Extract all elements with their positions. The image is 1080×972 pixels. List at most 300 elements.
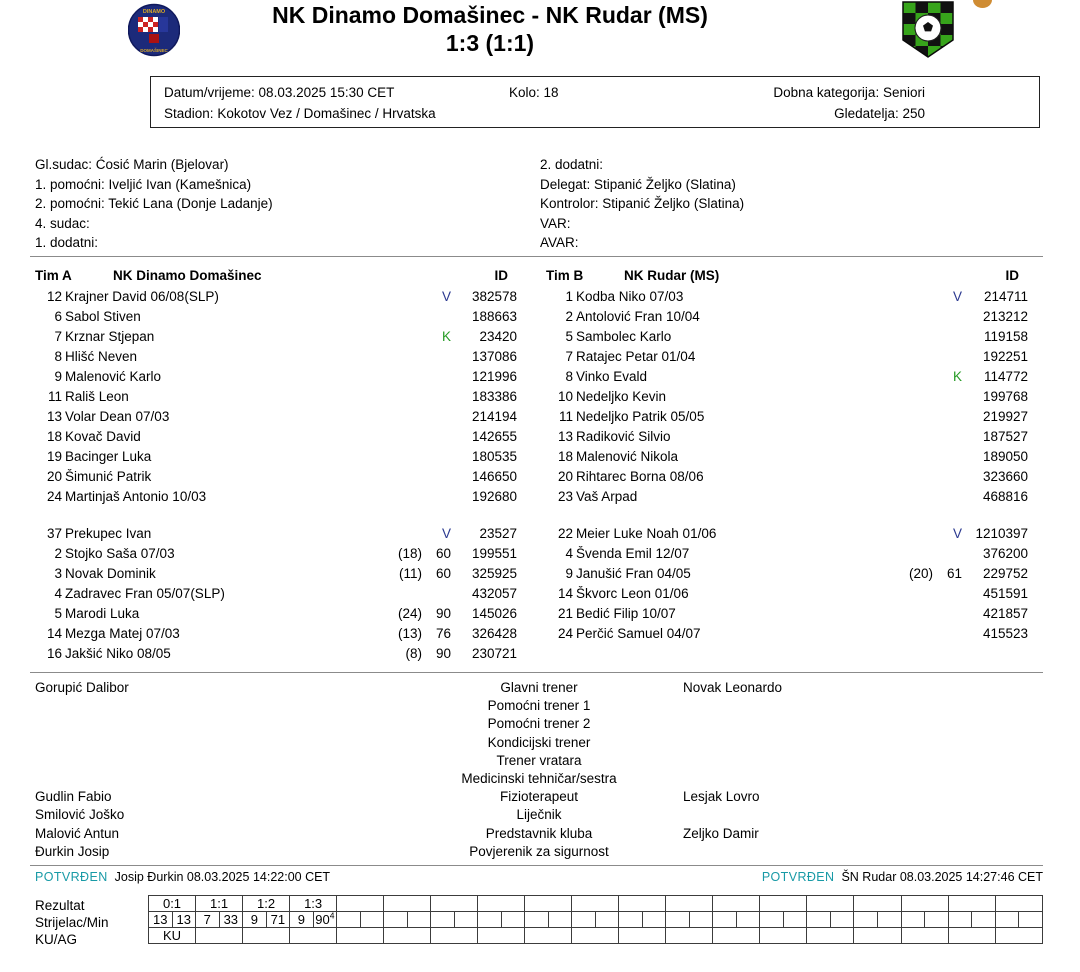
player-number: 8 xyxy=(565,368,573,384)
player-row xyxy=(30,603,517,623)
kuag-label: KU/AG xyxy=(35,932,78,948)
player-name: Meier Luke Noah 01/06 xyxy=(576,525,717,541)
kuag-cell xyxy=(948,928,995,944)
scorer-cell xyxy=(572,912,596,928)
goal-events-table xyxy=(148,895,1043,944)
player-number: 14 xyxy=(557,585,573,601)
player-row xyxy=(30,623,517,643)
player-id: 180535 xyxy=(471,448,517,464)
player-number: 20 xyxy=(557,468,573,484)
result-cell: 1:3 xyxy=(290,896,337,912)
player-row xyxy=(541,466,1028,486)
result-cell xyxy=(666,896,713,912)
player-name: Vinko Evald xyxy=(576,368,648,384)
player-name: Mezga Matej 07/03 xyxy=(65,625,180,641)
player-number: 22 xyxy=(557,525,573,541)
player-row xyxy=(541,406,1028,426)
minute-cell: $90^4$ xyxy=(313,912,337,928)
staff-name-away xyxy=(683,697,1045,715)
result-cell xyxy=(431,896,478,912)
staff-name-home xyxy=(35,734,395,752)
player-row xyxy=(541,326,1028,346)
divider xyxy=(30,256,1043,257)
confirmation-away xyxy=(762,870,1043,884)
kuag-row xyxy=(149,928,1043,944)
official-row: Delegat: Stipanić Željko (Slatina) xyxy=(540,176,736,192)
player-number: 10 xyxy=(557,388,573,404)
official-row: VAR: xyxy=(540,215,571,231)
staff-name-away xyxy=(683,752,1045,770)
kuag-cell xyxy=(807,928,854,944)
kuag-cell xyxy=(290,928,337,944)
minute-cell xyxy=(972,912,996,928)
result-cell xyxy=(760,896,807,912)
player-number: 16 xyxy=(46,645,62,661)
scorer-cell xyxy=(431,912,455,928)
player-row xyxy=(541,543,1028,563)
player-number: 9 xyxy=(54,368,62,384)
staff-name-home xyxy=(35,770,395,788)
player-id: 421857 xyxy=(982,605,1028,621)
player-number: 9 xyxy=(565,565,573,581)
svg-text:DOMAŠINEC: DOMAŠINEC xyxy=(140,48,168,53)
player-row xyxy=(30,583,517,603)
player-row xyxy=(541,446,1028,466)
team-a-header xyxy=(30,264,517,286)
official-row: AVAR: xyxy=(540,235,579,251)
kuag-cell xyxy=(431,928,478,944)
player-number: 18 xyxy=(557,448,573,464)
player-id: 199768 xyxy=(982,388,1028,404)
player-number: 7 xyxy=(54,328,62,344)
staff-name-away xyxy=(683,770,1045,788)
player-number: 1 xyxy=(565,288,573,304)
staff-row xyxy=(35,843,1045,861)
player-row xyxy=(541,486,1028,506)
player-row xyxy=(30,326,517,346)
substitution-for: (18) xyxy=(397,545,422,561)
official-row: 1. dodatni: xyxy=(35,235,99,251)
player-id: 432057 xyxy=(471,585,517,601)
official-row: 2. pomoćni: Tekić Lana (Donje Ladanje) xyxy=(35,196,273,212)
staff-role: Glavni trener xyxy=(500,680,578,695)
official-row: 4. sudac: xyxy=(35,215,90,231)
captain-badge: K xyxy=(441,328,451,344)
staff-role: Pomoćni trener 2 xyxy=(487,716,591,732)
player-number: 20 xyxy=(46,468,62,484)
player-row xyxy=(541,346,1028,366)
player-name: Hlišć Neven xyxy=(65,348,138,364)
substitution-for: (8) xyxy=(405,645,422,661)
minute-cell: 71 xyxy=(266,912,290,928)
substitution-minute: 90 xyxy=(435,605,451,621)
staff-row xyxy=(35,715,1045,733)
staff-row xyxy=(35,752,1045,770)
player-row xyxy=(30,486,517,506)
staff-section xyxy=(35,679,1045,861)
divider xyxy=(30,672,1043,673)
player-name: Radiković Silvio xyxy=(576,428,671,444)
goalkeeper-badge: V xyxy=(441,288,451,304)
player-id: 142655 xyxy=(471,428,517,444)
minute-cell xyxy=(783,912,807,928)
player-row xyxy=(541,426,1028,446)
result-cell xyxy=(337,896,384,912)
player-name: Prekupec Ivan xyxy=(65,525,152,541)
player-id: 382578 xyxy=(471,288,517,304)
scorer-cell: 7 xyxy=(196,912,220,928)
match-info-right xyxy=(773,82,925,124)
divider xyxy=(30,865,1043,866)
match-title: NK Dinamo Domašinec - NK Rudar (MS) xyxy=(272,2,708,28)
player-row xyxy=(30,446,517,466)
result-row xyxy=(149,896,1043,912)
scorer-cell xyxy=(478,912,502,928)
player-name: Kodba Niko 07/03 xyxy=(576,288,684,304)
player-name: Stojko Saša 07/03 xyxy=(65,545,175,561)
match-category: Dobna kategorija: Seniori xyxy=(773,85,925,100)
scorer-cell: 9 xyxy=(290,912,314,928)
kuag-cell xyxy=(854,928,901,944)
officials-left xyxy=(35,155,273,253)
player-number: 4 xyxy=(54,585,62,601)
player-number: 13 xyxy=(46,408,62,424)
kuag-cell xyxy=(525,928,572,944)
kuag-cell xyxy=(572,928,619,944)
match-score: 1:3 (1:1) xyxy=(445,30,535,56)
player-name: Malenović Nikola xyxy=(576,448,679,464)
player-number: 24 xyxy=(46,488,62,504)
substitution-minute: 76 xyxy=(435,625,451,641)
minute-cell xyxy=(642,912,666,928)
substitution-minute: 60 xyxy=(435,545,451,561)
goalkeeper-badge: V xyxy=(952,288,962,304)
result-cell xyxy=(572,896,619,912)
team-b-roster xyxy=(541,264,1028,643)
staff-role: Trener vratara xyxy=(496,752,582,768)
team-b-label: Tim B xyxy=(546,267,584,283)
staff-role: Pomoćni trener 1 xyxy=(487,698,591,714)
player-row xyxy=(30,406,517,426)
player-id: 323660 xyxy=(982,468,1028,484)
scorer-cell xyxy=(995,912,1019,928)
minute-cell xyxy=(454,912,478,928)
player-id: 183386 xyxy=(471,388,517,404)
player-id: 145026 xyxy=(471,605,517,621)
result-cell xyxy=(713,896,760,912)
match-info-left xyxy=(164,82,436,124)
staff-name-home xyxy=(35,697,395,715)
staff-name-home: Gorupić Dalibor xyxy=(35,680,129,695)
player-name: Sambolec Karlo xyxy=(576,328,672,344)
staff-name-away xyxy=(683,843,1045,861)
minute-cell xyxy=(1019,912,1043,928)
scorer-cell xyxy=(713,912,737,928)
scorer-cell xyxy=(901,912,925,928)
player-row xyxy=(541,366,1028,386)
player-id: 192251 xyxy=(982,348,1028,364)
player-id: 23420 xyxy=(479,328,517,344)
player-name: Rališ Leon xyxy=(65,388,129,404)
player-name: Jakšić Niko 08/05 xyxy=(65,645,171,661)
result-cell xyxy=(525,896,572,912)
goalkeeper-badge: V xyxy=(441,525,451,541)
minute-cell xyxy=(736,912,760,928)
bench-players xyxy=(541,523,1028,643)
minute-cell xyxy=(548,912,572,928)
player-id: 326428 xyxy=(471,625,517,641)
confirmation-row xyxy=(35,870,1043,884)
player-number: 23 xyxy=(557,488,573,504)
player-number: 24 xyxy=(557,625,573,641)
player-id: 146650 xyxy=(471,468,517,484)
player-id: 230721 xyxy=(471,645,517,661)
player-row xyxy=(541,603,1028,623)
kuag-cell xyxy=(619,928,666,944)
result-label: Rezultat xyxy=(35,898,85,913)
player-number: 7 xyxy=(565,348,573,364)
match-stadium: Stadion: Kokotov Vez / Domašinec / Hrvatska xyxy=(164,106,436,121)
minute-cell xyxy=(689,912,713,928)
minute-cell xyxy=(360,912,384,928)
player-row xyxy=(541,563,1028,583)
staff-name-away xyxy=(683,715,1045,733)
match-round: Kolo: 18 xyxy=(509,85,559,100)
minute-cell xyxy=(925,912,949,928)
staff-row xyxy=(35,697,1045,715)
staff-name-home: Malović Antun xyxy=(35,825,120,841)
scorer-cell xyxy=(666,912,690,928)
scorer-cell: 9 xyxy=(243,912,267,928)
player-number: 11 xyxy=(558,408,573,424)
player-row xyxy=(541,583,1028,603)
scorer-cell: 13 xyxy=(149,912,173,928)
player-id: 189050 xyxy=(982,448,1028,464)
staff-role: Kondicijski trener xyxy=(487,734,591,750)
result-cell: 1:2 xyxy=(243,896,290,912)
result-cell xyxy=(807,896,854,912)
match-attendance: Gledatelja: 250 xyxy=(834,106,925,121)
substitution-for: (13) xyxy=(397,625,422,641)
player-number: 8 xyxy=(54,348,62,364)
kuag-cell xyxy=(995,928,1042,944)
scorer-label: Strijelac/Min xyxy=(35,915,109,931)
kuag-cell xyxy=(337,928,384,944)
staff-role: Liječnik xyxy=(516,807,562,823)
official-row: Kontrolor: Stipanić Željko (Slatina) xyxy=(540,196,745,212)
result-cell xyxy=(619,896,666,912)
confirmation-home xyxy=(35,870,330,884)
player-number: 21 xyxy=(557,605,573,621)
staff-row xyxy=(35,734,1045,752)
team-a-label: Tim A xyxy=(35,267,72,283)
scorer-cell xyxy=(384,912,408,928)
staff-name-away xyxy=(683,806,1045,824)
player-row xyxy=(541,386,1028,406)
staff-row xyxy=(35,770,1045,788)
player-name: Krajner David 06/08(SLP) xyxy=(65,288,219,304)
substitution-for: (20) xyxy=(908,565,933,581)
player-number: 11 xyxy=(47,388,62,404)
official-row: Gl.sudac: Ćosić Marin (Bjelovar) xyxy=(35,157,229,172)
player-name: Šimunić Patrik xyxy=(65,468,152,484)
kuag-cell xyxy=(760,928,807,944)
player-name: Vaš Arpad xyxy=(576,488,638,504)
team-b-players xyxy=(541,286,1028,643)
staff-role: Povjerenik za sigurnost xyxy=(469,843,609,859)
checker-pattern xyxy=(138,17,158,32)
kuag-cell xyxy=(666,928,713,944)
player-name: Rihtarec Borna 08/06 xyxy=(576,468,704,484)
player-id: 214194 xyxy=(471,408,517,424)
player-name: Martinjaš Antonio 10/03 xyxy=(65,488,207,504)
staff-name-away: Zeljko Damir xyxy=(683,825,759,841)
player-id: 376200 xyxy=(982,545,1028,561)
team-a-roster xyxy=(30,264,517,663)
player-row xyxy=(30,286,517,306)
player-row xyxy=(30,386,517,406)
player-id: 468816 xyxy=(982,488,1028,504)
player-name: Marodi Luka xyxy=(65,605,140,621)
minute-cell: 33 xyxy=(219,912,243,928)
player-row xyxy=(30,306,517,326)
scorer-cell xyxy=(525,912,549,928)
minute-cell: 13 xyxy=(172,912,196,928)
result-cell xyxy=(948,896,995,912)
confirmed-status-home: POTVRĐEN xyxy=(35,870,108,884)
player-name: Bedić Filip 10/07 xyxy=(576,605,676,621)
staff-name-home: Smilović Joško xyxy=(35,807,125,823)
result-cell xyxy=(901,896,948,912)
staff-row xyxy=(35,679,1045,697)
staff-role: Predstavnik kluba xyxy=(485,825,593,841)
player-id: 219927 xyxy=(982,408,1028,424)
scorer-cell xyxy=(948,912,972,928)
player-name: Bacinger Luka xyxy=(65,448,152,464)
result-cell xyxy=(478,896,525,912)
kuag-cell xyxy=(243,928,290,944)
player-name: Škvorc Leon 01/06 xyxy=(576,585,689,601)
kuag-cell xyxy=(478,928,525,944)
player-id: 187527 xyxy=(982,428,1028,444)
goalkeeper-badge: V xyxy=(952,525,962,541)
player-id: 229752 xyxy=(982,565,1028,581)
player-id: 188663 xyxy=(471,308,517,324)
staff-name-home xyxy=(35,715,395,733)
substitution-minute: 90 xyxy=(435,645,451,661)
player-number: 18 xyxy=(46,428,62,444)
player-name: Švenda Emil 12/07 xyxy=(576,545,690,561)
bench-players xyxy=(30,523,517,663)
player-name: Antolović Fran 10/04 xyxy=(576,308,700,324)
player-id: 325925 xyxy=(471,565,517,581)
scorer-row xyxy=(149,912,1043,928)
substitution-for: (24) xyxy=(397,605,422,621)
team-b-name: NK Rudar (MS) xyxy=(624,267,720,283)
staff-name-away: Novak Leonardo xyxy=(683,680,783,695)
official-row: 1. pomoćni: Iveljić Ivan (Kamešnica) xyxy=(35,176,252,192)
kuag-cell: KU xyxy=(149,928,196,944)
player-name: Nedeljko Kevin xyxy=(576,388,667,404)
team-a-name: NK Dinamo Domašinec xyxy=(113,267,262,283)
player-name: Krznar Stjepan xyxy=(65,328,155,344)
minute-cell xyxy=(877,912,901,928)
player-row xyxy=(30,426,517,446)
player-row xyxy=(541,523,1028,543)
player-id: 121996 xyxy=(471,368,517,384)
substitution-minute: 61 xyxy=(946,565,962,581)
result-cell xyxy=(384,896,431,912)
player-row xyxy=(541,306,1028,326)
player-number: 19 xyxy=(46,448,62,464)
player-row xyxy=(30,366,517,386)
minute-cell xyxy=(830,912,854,928)
cropped-badge-icon xyxy=(973,0,992,8)
player-id: 199551 xyxy=(471,545,517,561)
team-b-id-header: ID xyxy=(1005,267,1019,283)
result-cell xyxy=(854,896,901,912)
player-name: Novak Dominik xyxy=(65,565,156,581)
kuag-cell xyxy=(713,928,760,944)
minute-cell xyxy=(595,912,619,928)
player-row xyxy=(541,286,1028,306)
player-id: 192680 xyxy=(471,488,517,504)
minute-cell xyxy=(501,912,525,928)
confirmed-by-away: ŠN Rudar 08.03.2025 14:27:46 CET xyxy=(841,870,1043,884)
captain-badge: K xyxy=(952,368,962,384)
player-number: 5 xyxy=(565,328,573,344)
scorer-cell xyxy=(854,912,878,928)
player-number: 4 xyxy=(565,545,573,561)
staff-name-away: Lesjak Lovro xyxy=(683,789,760,805)
player-name: Volar Dean 07/03 xyxy=(65,408,170,424)
player-number: 13 xyxy=(557,428,573,444)
player-id: 415523 xyxy=(982,625,1028,641)
result-cell: 0:1 xyxy=(149,896,196,912)
team-a-players xyxy=(30,286,517,663)
player-name: Perčić Samuel 04/07 xyxy=(576,625,701,641)
official-row: 2. dodatni: xyxy=(540,157,604,172)
staff-name-away xyxy=(683,734,1045,752)
kuag-cell xyxy=(196,928,243,944)
page-title xyxy=(170,1,810,57)
kuag-cell xyxy=(901,928,948,944)
staff-name-home xyxy=(35,752,395,770)
player-name: Ratajec Petar 01/04 xyxy=(576,348,696,364)
player-name: Malenović Karlo xyxy=(65,368,162,384)
staff-row xyxy=(35,806,1045,824)
player-number: 3 xyxy=(54,565,62,581)
minute-cell xyxy=(407,912,431,928)
svg-text:DINAMO: DINAMO xyxy=(142,9,166,15)
staff-row xyxy=(35,825,1045,843)
player-name: Kovač David xyxy=(65,428,141,444)
match-datetime: Datum/vrijeme: 08.03.2025 15:30 CET xyxy=(164,85,395,100)
player-name: Sabol Stiven xyxy=(65,308,141,324)
player-name: Janušić Fran 04/05 xyxy=(576,565,691,581)
player-row xyxy=(541,623,1028,643)
staff-row xyxy=(35,788,1045,806)
player-name: Zadravec Fran 05/07(SLP) xyxy=(65,585,225,601)
player-row xyxy=(30,523,517,543)
substitution-for: (11) xyxy=(398,565,422,581)
match-info-box xyxy=(150,76,1040,128)
player-number: 14 xyxy=(46,625,62,641)
player-row xyxy=(30,563,517,583)
confirmed-by-home: Josip Đurkin 08.03.2025 14:22:00 CET xyxy=(114,870,331,884)
player-id: 214711 xyxy=(983,288,1028,304)
scorer-cell xyxy=(337,912,361,928)
